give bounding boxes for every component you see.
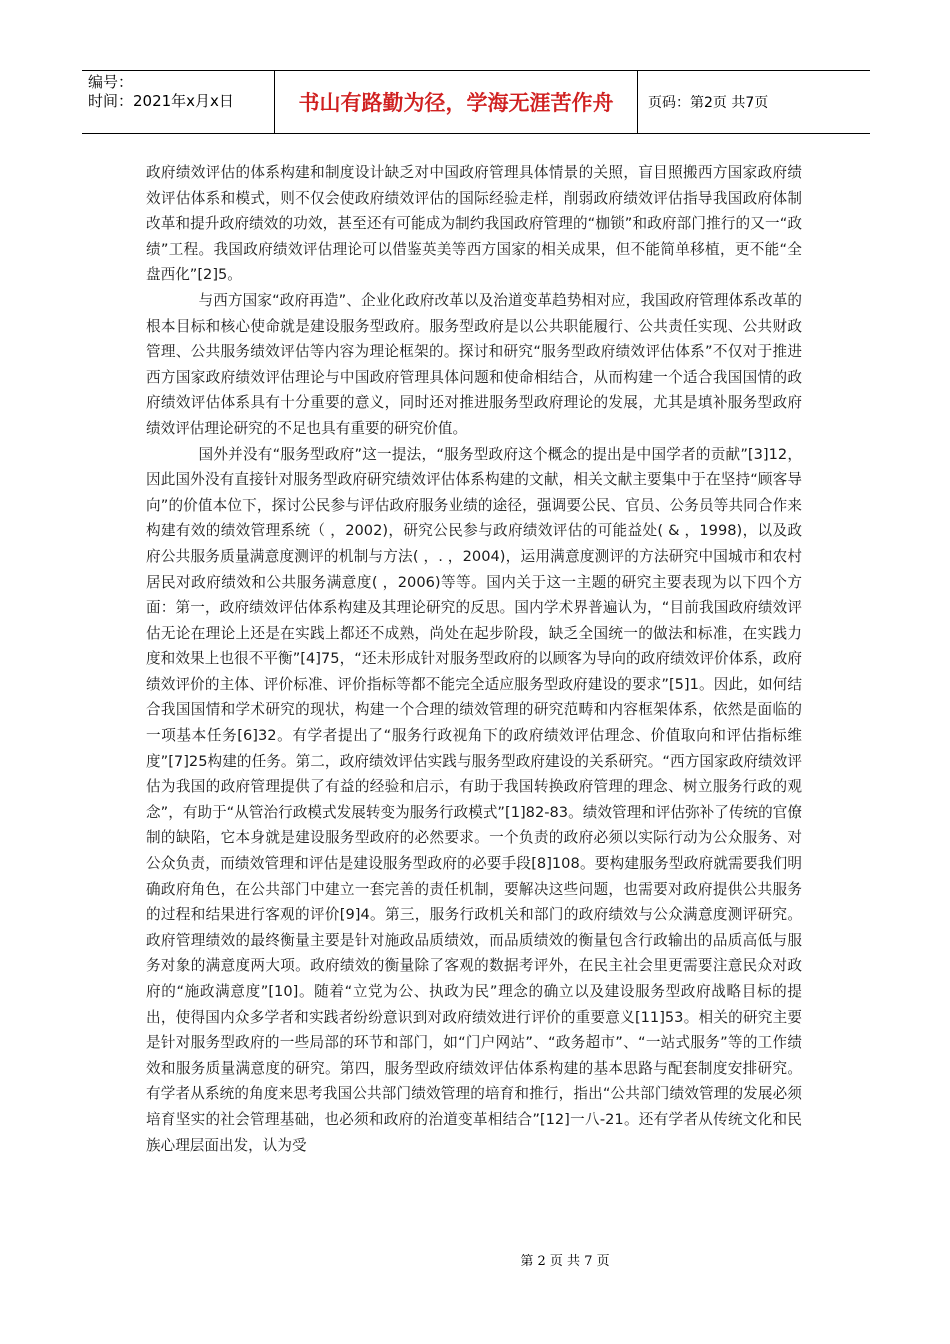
body-paragraph-2: 与西方国家“政府再造”、企业化政府改革以及治道变革趋势相对应，我国政府管理体系改革的根本目标和核心使命就是建设服务型政府。服务型政府是以公共职能履行、公共责任实现、公共财政管理、公共服务绩效评估等内容为理论框架的。探讨和研究“服务型政府绩效评估体系”不仅对于推进西方国家政府绩效评估理论与中国政府管理具体问题和使命相结合，从而构建一个适合我国国情的政府绩效评估体系具有十分重要的意义，同时还对推进服务型政府理论的发展，尤其是填补服务型政府绩效评估理论研究的不足也具有重要的研究价值。: [146, 291, 802, 437]
page-footer: 第 2 页 共 7 页: [520, 1254, 610, 1269]
header-motto: 书山有路勤为径，学海无涯苦作舟: [274, 71, 638, 133]
body-paragraph-3: 国外并没有“服务型政府”这一提法，“服务型政府这个概念的提出是中国学者的贡献”[3]12，因此国外没有直接针对服务型政府研究绩效评估体系构建的文献，相关文献主要集中于在坚持“顾客导向”的价值本位下，探讨公民参与评估政府服务业绩的途径，强调要公民、官员、公务员等共同合作来构建有效的绩效管理系统（ ，2002)，研究公民参与政府绩效评估的可能益处( & ，1998)，以及政府公共服务质量满意度测评的机制与方法( ，. ，2004)，运用满意度测评的方法研究中国城市和农村居民对政府绩效和公共服务满意度( ，2006)等等。国内关于这一主题的研究主要表现为以下四个方面：第一，政府绩效评估体系构建及其理论研究的反思。国内学术界普遍认为，“目前我国政府绩效评估无论在理论上还是在实践上都还不成熟，尚处在起步阶段，缺乏全国统一的做法和标准，在实践力度和效果上也很不平衡”[4]75，“还未形成针对服务型政府的以顾客为导向的政府绩效评价体系，政府绩效评价的主体、评价标准、评价指标等都不能完全适应服务型政府建设的要求”[5]1。因此，如何结合我国国情和学术研究的现状，构建一个合理的绩效管理的研究范畴和内容框架体系，依然是面临的一项基本任务[6]32。有学者提出了“服务行政视角下的政府绩效评估理念、价值取向和评估指标维度”[7]25构建的任务。第二，政府绩效评估实践与服务型政府建设的关系研究。“西方国家政府绩效评估为我国的政府管理提供了有益的经验和启示，有助于我国转换政府管理的理念、树立服务行政的观念”，有助于“从管治行政模式发展转变为服务行政模式”[1]82-83。绩效管理和评估弥补了传统的官僚制的缺陷，它本身就是建设服务型政府的必然要求。一个负责的政府必须以实际行动为公众服务、对公众负责，而绩效管理和评估是建设服务型政府的必要手段[8]108。要构建服务型政府就需要我们明确政府角色，在公共部门中建立一套完善的责任机制，要解决这些问题，也需要对政府提供公共服务的过程和结果进行客观的评价[9]4。第三，服务行政机关和部门的政府绩效与公众满意度测评研究。政府管理绩效的最终衡量主要是针对施政品质绩效，而品质绩效的衡量包含行政输出的品质高低与服务对象的满意度两大项。政府绩效的衡量除了客观的数据考评外，在民主社会里更需要注意民众对政府的“施政满意度”[10]。随着“立党为公、执政为民”理念的确立以及建设服务型政府战略目标的提出，使得国内众多学者和实践者纷纷意识到对政府绩效进行评价的重要意义[11]53。相关的研究主要是针对服务型政府的一些局部的环节和部门，如“门户网站”、“政务超市”、“一站式服务”等的工作绩效和服务质量满意度的研究。第四，服务型政府绩效评估体系构建的基本思路与配套制度安排研究。有学者从系统的角度来思考我国公共部门绩效管理的培育和推行，指出“公共部门绩效管理的发展必须培育坚实的社会管理基础，也必须和政府的治道变革相结合”[12]一八-21。还有学者从传统文化和民族心理层面出发，认为受: [146, 445, 802, 1154]
header-meta: [82, 71, 274, 133]
body-paragraph-1: 政府绩效评估的体系构建和制度设计缺乏对中国政府管理具体情景的关照，盲目照搬西方国家政府绩效评估体系和模式，则不仅会使政府绩效评估的国际经验走样，削弱政府绩效评估指导我国政府体制改革和提升政府绩效的功效，甚至还有可能成为制约我国政府管理的“枷锁”和政府部门推行的又一“政绩”工程。我国政府绩效评估理论可以借鉴英美等西方国家的相关成果，但不能简单移植，更不能“全盘西化”[2]5。: [146, 164, 802, 284]
document-date-label: 时间：2021年x月x日: [88, 92, 234, 110]
page-header: [82, 70, 870, 134]
document-body: [146, 160, 802, 1158]
header-page-indicator: 页码：第2页 共7页: [648, 95, 769, 111]
document-number-label: 编号：: [88, 73, 134, 91]
